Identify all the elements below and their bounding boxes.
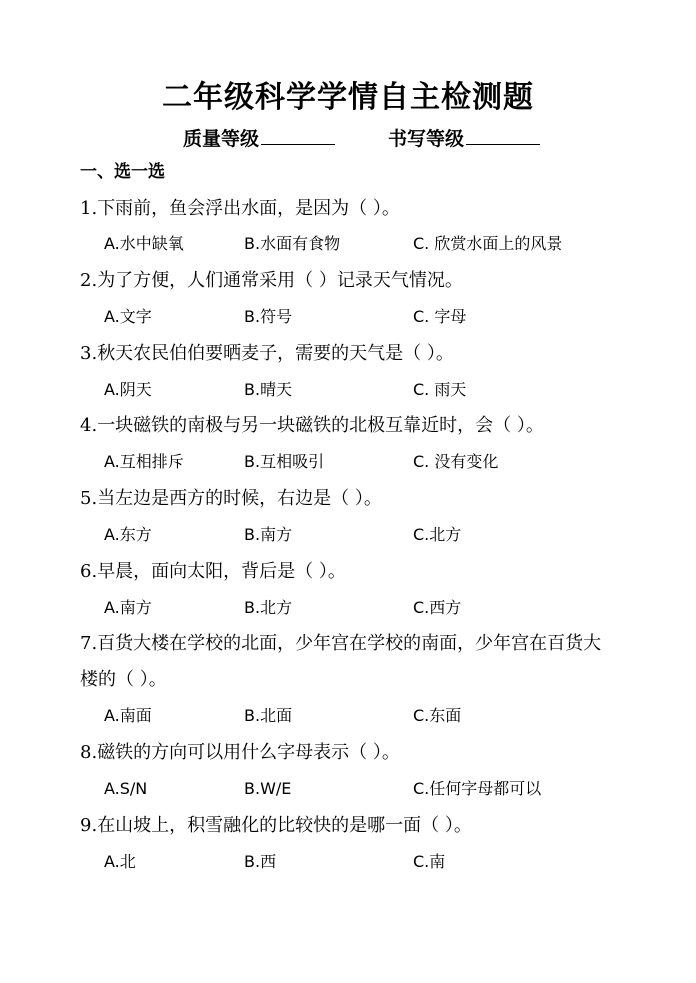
option-c: C.南 bbox=[413, 852, 446, 871]
option-b: B.W/E bbox=[244, 779, 292, 798]
question-number: 2. bbox=[80, 270, 98, 291]
question-text: 秋天农民伯伯要晒麦子，需要的天气是（ ）。 bbox=[97, 343, 454, 364]
option-c: C. 欣赏水面上的风景 bbox=[413, 234, 563, 253]
question-7 bbox=[80, 632, 601, 656]
question-text: 早晨，面向太阳，背后是（ ）。 bbox=[97, 561, 346, 582]
writing-grade-blank bbox=[466, 126, 540, 145]
question-8 bbox=[80, 741, 400, 765]
option-b: B.互相吸引 bbox=[244, 452, 325, 471]
option-b: B.北方 bbox=[244, 598, 293, 617]
question-number: 3. bbox=[80, 343, 98, 364]
question-1 bbox=[80, 197, 400, 221]
question-number: 4. bbox=[80, 415, 98, 436]
question-5 bbox=[80, 487, 382, 511]
option-c: C.北方 bbox=[413, 525, 462, 544]
quality-grade-label: 质量等级 bbox=[183, 128, 260, 150]
option-a: A.S/N bbox=[104, 779, 148, 798]
question-text: 下雨前，鱼会浮出水面，是因为（ ）。 bbox=[97, 198, 400, 219]
option-b: B.晴天 bbox=[244, 380, 293, 399]
option-c: C.东面 bbox=[413, 706, 462, 725]
question-9 bbox=[80, 814, 472, 838]
page-title: 二年级科学学情自主检测题 bbox=[162, 80, 534, 115]
option-b: B.北面 bbox=[244, 706, 293, 725]
option-a: A.北 bbox=[104, 852, 136, 871]
option-c: C. 雨天 bbox=[413, 380, 467, 399]
option-b: B.西 bbox=[244, 852, 277, 871]
question-3 bbox=[80, 342, 454, 366]
option-c: C.任何字母都可以 bbox=[413, 779, 542, 798]
option-b: B.南方 bbox=[244, 525, 293, 544]
writing-grade bbox=[388, 126, 540, 152]
option-a: A.南面 bbox=[104, 706, 152, 725]
question-text: 百货大楼在学校的北面，少年宫在学校的南面，少年宫在百货大 bbox=[97, 633, 602, 654]
option-c: C.西方 bbox=[413, 598, 462, 617]
question-text: 在山坡上，积雪融化的比较快的是哪一面（ ）。 bbox=[97, 815, 472, 836]
question-7-continued: 楼的（ ）。 bbox=[80, 669, 167, 690]
question-4 bbox=[80, 414, 544, 438]
option-a: A.文字 bbox=[104, 307, 152, 326]
option-a: A.互相排斥 bbox=[104, 452, 184, 471]
question-number: 9. bbox=[80, 815, 98, 836]
quality-grade-blank bbox=[261, 126, 335, 145]
question-6 bbox=[80, 560, 346, 584]
question-number: 6. bbox=[80, 561, 98, 582]
question-number: 7. bbox=[80, 633, 98, 654]
question-text: 磁铁的方向可以用什么字母表示（ ）。 bbox=[97, 742, 400, 763]
question-text: 一块磁铁的南极与另一块磁铁的北极互靠近时，会（ ）。 bbox=[97, 415, 544, 436]
option-c: C. 没有变化 bbox=[413, 452, 499, 471]
question-number: 5. bbox=[80, 488, 98, 509]
quality-grade bbox=[183, 126, 335, 152]
option-a: A.水中缺氧 bbox=[104, 234, 184, 253]
option-b: B.符号 bbox=[244, 307, 293, 326]
question-2 bbox=[80, 269, 463, 293]
question-number: 1. bbox=[80, 198, 98, 219]
section-heading: 一、选一选 bbox=[80, 162, 165, 182]
option-a: A.阴天 bbox=[104, 380, 152, 399]
option-c: C. 字母 bbox=[413, 307, 467, 326]
question-number: 8. bbox=[80, 742, 98, 763]
option-b: B.水面有食物 bbox=[244, 234, 341, 253]
option-a: A.南方 bbox=[104, 598, 152, 617]
question-text: 当左边是西方的时候，右边是（ ）。 bbox=[97, 488, 382, 509]
question-text: 为了方便，人们通常采用（ ）记录天气情况。 bbox=[97, 270, 463, 291]
writing-grade-label: 书写等级 bbox=[388, 128, 465, 150]
option-a: A.东方 bbox=[104, 525, 152, 544]
